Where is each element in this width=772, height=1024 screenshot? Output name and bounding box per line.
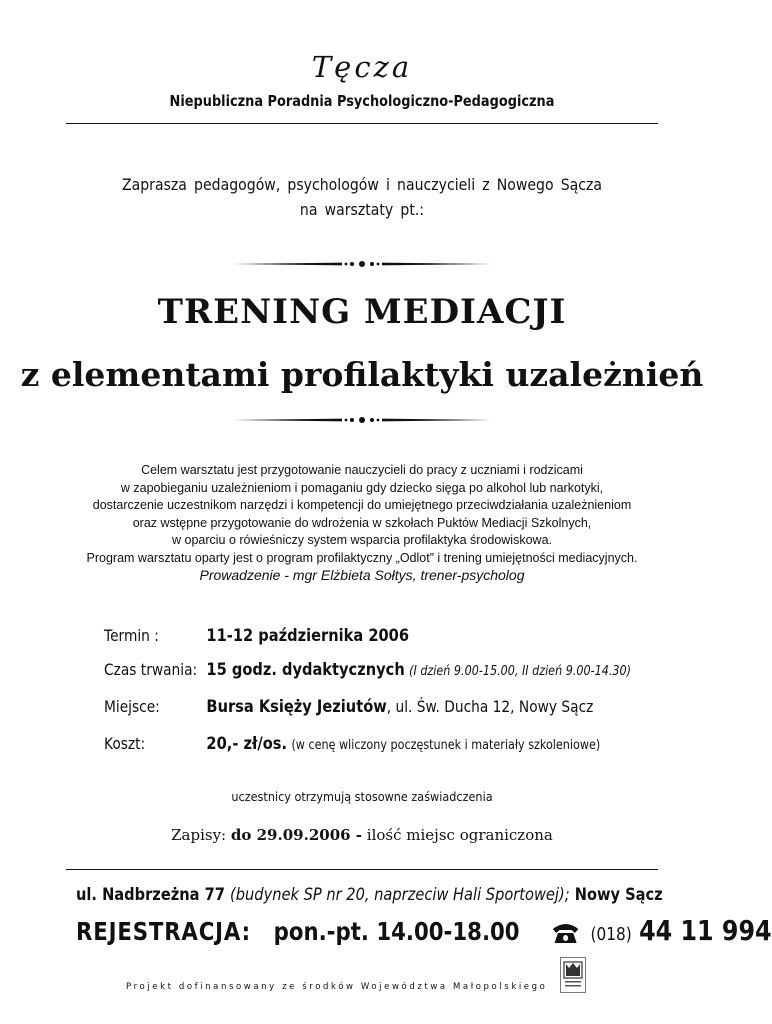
zapisy-date: do 29.09.2006 - bbox=[230, 826, 363, 844]
footer-divider bbox=[66, 869, 658, 870]
detail-czas bbox=[104, 660, 632, 680]
invite-line-1: Zaprasza pedagogów, psychologów i nauczycieli z Nowego Sącza bbox=[121, 175, 603, 194]
phone-number: 44 11 994 bbox=[639, 914, 772, 947]
funding-note: Projekt dofinansowany ze środków Województwa Małopolskiego bbox=[126, 982, 548, 992]
logo-text: Tęcza bbox=[311, 50, 413, 84]
czas-note: (I dzień 9.00-15.00, II dzień 9.00-14.30) bbox=[409, 664, 632, 679]
enrolment-info bbox=[0, 826, 724, 844]
detail-termin bbox=[104, 626, 620, 646]
zapisy-note: ilość miejsc ograniczona bbox=[366, 826, 553, 844]
description-line: Celem warsztatu jest przygotowanie nauczycieli do pracy z uczniami i rodzicami bbox=[141, 463, 583, 477]
organization-name: Niepubliczna Poradnia Psychologiczno-Pedagogiczna bbox=[169, 92, 555, 110]
description-line: oraz wstępne przygotowanie do wdrożenia w szkołach Puktów Mediacji Szkolnych, bbox=[132, 515, 592, 530]
detail-koszt bbox=[104, 734, 620, 754]
address-detail: (budynek SP nr 20, naprzeciw Hali Sportowej); bbox=[230, 885, 570, 905]
czas-value: 15 godz. dydaktycznych bbox=[206, 660, 405, 680]
address-street: ul. Nadbrzeżna 77 bbox=[76, 885, 225, 905]
address-line bbox=[76, 885, 663, 905]
miejsce-note: , ul. Św. Ducha 12, Nowy Sącz bbox=[386, 697, 594, 716]
termin-label: Termin : bbox=[104, 626, 159, 645]
invite-line-2: na warsztaty pt.: bbox=[299, 200, 425, 219]
termin-value: 11-12 października 2006 bbox=[206, 626, 410, 646]
title-main: TRENING MEDIACJI bbox=[157, 292, 567, 332]
zapisy-label: Zapisy: bbox=[171, 826, 227, 844]
detail-miejsce bbox=[104, 697, 620, 717]
description-line: w oparciu o rówieśniczy system wsparcia profilaktyka środowiskowa. bbox=[172, 533, 552, 547]
koszt-note: (w cenę wliczony poczęstunek i materiały szkoleniowe) bbox=[291, 738, 601, 753]
registration-line bbox=[76, 914, 772, 947]
certificate-note: uczestnicy otrzymują stosowne zaświadczenia bbox=[231, 789, 493, 804]
koszt-value: 20,- zł/os. bbox=[206, 734, 288, 754]
description-block bbox=[0, 462, 724, 585]
malopolska-emblem-icon bbox=[560, 957, 586, 993]
address-city: Nowy Sącz bbox=[574, 885, 663, 905]
lead-trainer: Prowadzenie - mgr Elżbieta Sołtys, trener-psycholog bbox=[199, 567, 525, 583]
description-line: Program warsztatu oparty jest o program profilaktyczny „Odlot” i trening umiejętności mediacyjnych. bbox=[86, 550, 638, 565]
czas-label: Czas trwania: bbox=[104, 660, 198, 679]
registration-label: REJESTRACJA: bbox=[76, 917, 251, 946]
registration-hours: pon.-pt. 14.00-18.00 bbox=[273, 917, 520, 946]
koszt-label: Koszt: bbox=[104, 734, 146, 753]
title-sub: z elementami profilaktyki uzależnień bbox=[20, 355, 704, 394]
miejsce-value: Bursa Księży Jeziutów bbox=[206, 697, 387, 717]
description-line: dostarczenie uczestnikom narzędzi i kompetencji do umiejętnego przeciwdziałania uzależnieniom bbox=[92, 498, 632, 512]
phone-area-code: (018) bbox=[590, 924, 632, 945]
telephone-icon bbox=[551, 921, 580, 945]
miejsce-label: Miejsce: bbox=[104, 697, 160, 716]
description-line: w zapobieganiu uzależnieniom i pomaganiu gdy dziecko sięga po alkohol lub narkotyki, bbox=[120, 480, 604, 495]
header-divider bbox=[66, 123, 658, 124]
ornament-divider-top bbox=[232, 259, 492, 269]
ornament-divider-bottom bbox=[232, 415, 492, 425]
